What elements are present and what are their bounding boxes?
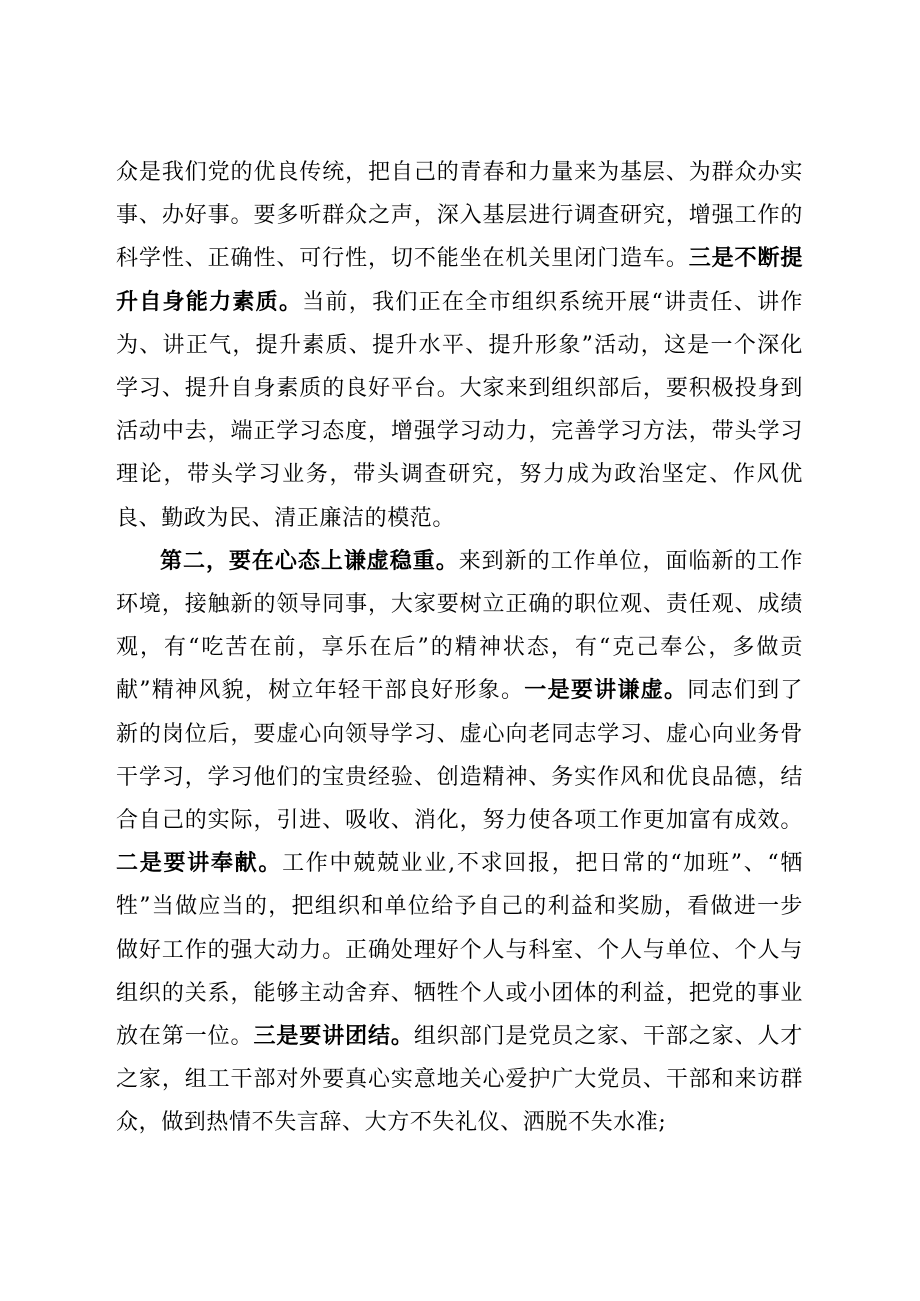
bold-heading: 三是要讲团结。 [253, 1023, 414, 1050]
bold-heading: 二是要讲奉献。 [116, 850, 283, 877]
text-run: 当前，我们正在全市组织系统开展“讲责任、讲作为、讲正气，提升素质、提升水平、提升形象”活动，这是一个深化学习、提升自身素质的良好平台。大家来到组织部后，要积极投身到活动中去，端正学习态度，增强学习动力，完善学习方法，带头学习理论，带头学习业务，带头调查研究，努力成为政治坚定、作风优良、勤政为民、清正廉洁的模范。 [116, 289, 803, 531]
bold-heading: 三是不断提升自身能力素质。 [116, 245, 803, 315]
paragraph-2 [116, 540, 803, 1145]
bold-heading: 一是要讲谦虚。 [524, 677, 688, 704]
text-run: 工作中兢兢业业,不求回报，把日常的“加班”、“牺牲”当做应当的，把组织和单位给予自己的利益和奖励，看做进一步做好工作的强大动力。正确处理好个人与科室、个人与单位、个人与组织的关系，能够主动舍弃、牺牲个人或小团体的利益，把党的事业放在第一位。 [116, 851, 804, 1050]
text-run: 同志们到了新的岗位后，要虚心向领导学习、虚心向老同志学习、虚心向业务骨干学习，学习他们的宝贵经验、创造精神、务实作风和优良品德，结合自己的实际，引进、吸收、消化，努力使各项工作更加富有成效。 [116, 678, 803, 834]
section-heading: 第二，要在心态上谦虚稳重。 [160, 547, 459, 574]
paragraph-1 [116, 151, 803, 540]
document-page [116, 151, 803, 1145]
text-run: 众是我们党的优良传统，把自己的青春和力量来为基层、为群众办实事、办好事。要多听群众之声，深入基层进行调查研究，增强工作的科学性、正确性、可行性，切不能坐在机关里闭门造车。 [116, 160, 803, 272]
text-run: 组织部门是党员之家、干部之家、人才之家，组工干部对外要真心实意地关心爱护广大党员、干部和来访群众，做到热情不失言辞、大方不失礼仪、洒脱不失水准; [116, 1024, 804, 1136]
text-run: 来到新的工作单位，面临新的工作环境，接触新的领导同事，大家要树立正确的职位观、责任观、成绩观，有“吃苦在前，享乐在后”的精神状态，有“克己奉公，多做贡献”精神风貌，树立年轻干部良好形象。 [116, 548, 803, 704]
